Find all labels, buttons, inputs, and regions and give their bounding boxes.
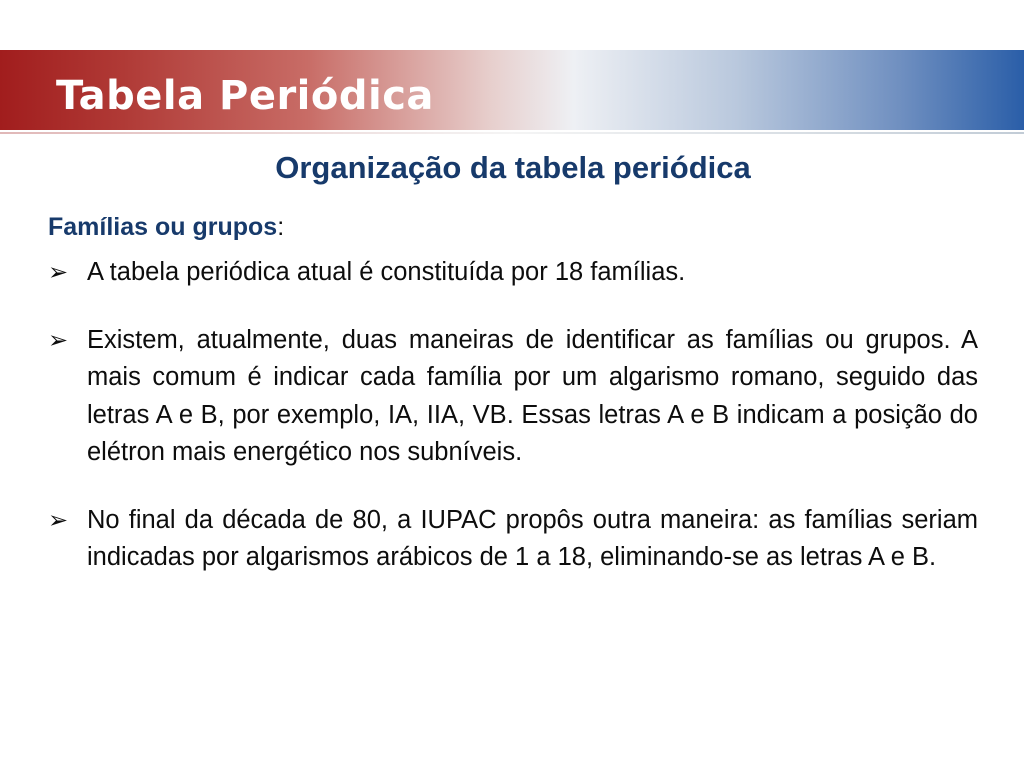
section-heading-label: Famílias ou grupos <box>48 213 278 241</box>
arrowhead-bullet-icon: ➢ <box>48 506 69 534</box>
slide-content <box>48 148 978 607</box>
header-divider <box>0 132 1024 134</box>
list-item <box>48 254 978 292</box>
list-item <box>48 322 978 472</box>
list-item-text: Existem, atualmente, duas maneiras de identificar as famílias ou grupos. A mais comum é indicar cada família por um algarismo romano, seguido das letras A e B, por exemplo, IA, IIA, VB. Essas letras A e B indicam a posição do elétron mais energético nos subníveis. <box>87 325 978 466</box>
section-heading-suffix: : <box>277 213 285 241</box>
bullet-list <box>48 254 978 577</box>
slide-title: Tabela Periódica <box>56 73 434 119</box>
list-item <box>48 502 978 577</box>
list-item-text: A tabela periódica atual é constituída por 18 famílias. <box>87 258 686 286</box>
arrowhead-bullet-icon: ➢ <box>48 326 69 354</box>
slide-subtitle: Organização da tabela periódica <box>275 150 751 185</box>
section-heading <box>48 208 978 246</box>
list-item-text: No final da década de 80, a IUPAC propôs outra maneira: as famílias seriam indicadas por algarismos arábicos de 1 a 18, eliminando-se as letras A e B. <box>87 505 978 571</box>
arrowhead-bullet-icon: ➢ <box>48 259 69 286</box>
